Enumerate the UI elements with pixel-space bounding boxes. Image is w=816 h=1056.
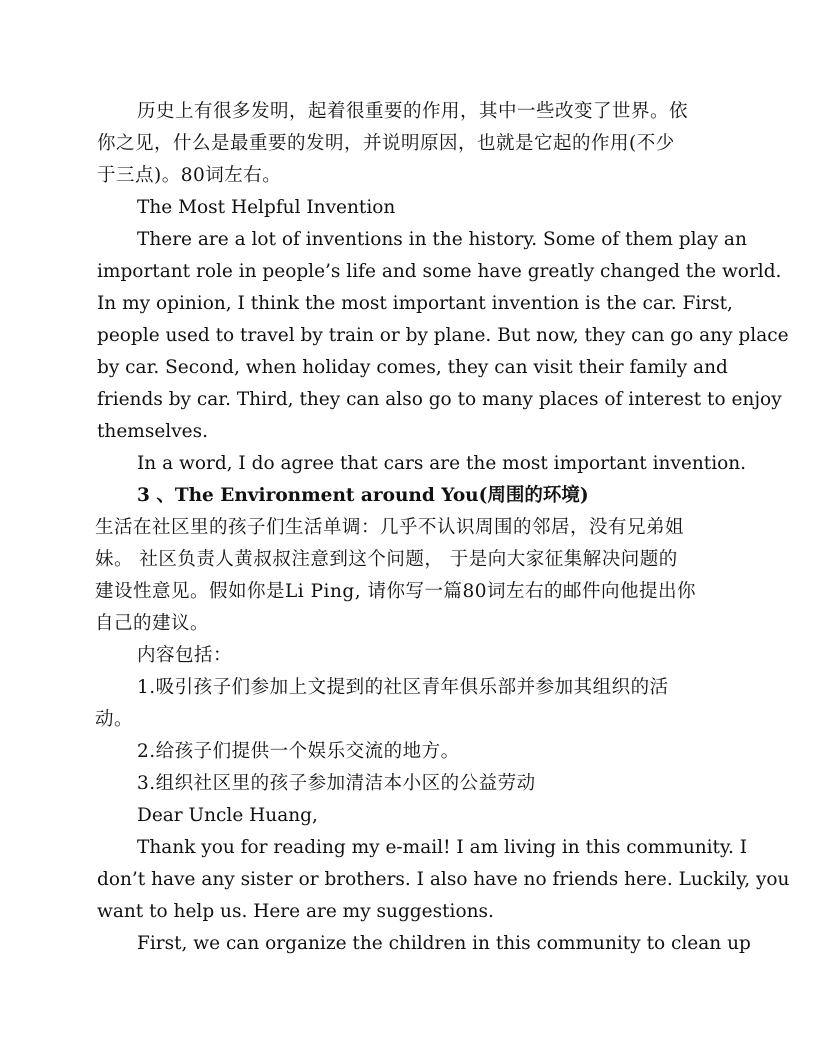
letter-paragraph-line: Thank you for reading my e-mail! I am living in this community. I [137,837,748,858]
requirement-item-1-continued: 动。 [95,709,134,730]
section3-heading: 3 、The Environment around You(周围的环境) [137,485,589,506]
section3-prompt-line: 妹。 社区负责人黄叔叔注意到这个问题， 于是向大家征集解决问题的 [95,549,678,570]
essay1-paragraph-line: themselves. [97,421,208,442]
section3-prompt-line: 生活在社区里的孩子们生活单调：几乎不认识周围的邻居，没有兄弟姐 [95,517,685,538]
letter-paragraph-line: don’t have any sister or brothers. I also have no friends here. Luckily, you [97,869,790,890]
content-label: 内容包括： [137,645,233,666]
essay1-paragraph-line: people used to travel by train or by plane. But now, they can go any place [97,325,789,346]
letter-paragraph-line: want to help us. Here are my suggestions. [97,901,494,922]
prompt1-line: 你之见，什么是最重要的发明，并说明原因，也就是它起的作用(不少 [97,133,675,154]
section3-prompt-line: 建设性意见。假如你是Li Ping, 请你写一篇80词左右的邮件向他提出你 [95,581,697,602]
prompt1-line: 于三点)。80词左右。 [97,165,282,186]
document-page [95,96,790,960]
letter-greeting: Dear Uncle Huang, [137,805,318,826]
requirement-item-2: 2.给孩子们提供一个娱乐交流的地方。 [137,741,460,762]
section3-prompt-line: 自己的建议。 [95,613,210,634]
essay1-paragraph-line: In my opinion, I think the most important invention is the car. First, [97,293,733,314]
requirement-item-1: 1.吸引孩子们参加上文提到的社区青年俱乐部并参加其组织的活 [137,677,669,698]
essay1-conclusion: In a word, I do agree that cars are the most important invention. [137,453,747,474]
prompt1-line: 历史上有很多发明，起着很重要的作用，其中一些改变了世界。依 [137,101,689,122]
letter-paragraph2-line: First, we can organize the children in this community to clean up [137,933,751,954]
essay1-paragraph-line: important role in people’s life and some have greatly changed the world. [97,261,782,282]
essay1-title: The Most Helpful Invention [137,197,396,218]
essay1-paragraph-line: by car. Second, when holiday comes, they can visit their family and [97,357,728,378]
essay1-paragraph-line: There are a lot of inventions in the history. Some of them play an [137,229,747,250]
requirement-item-3: 3.组织社区里的孩子参加清洁本小区的公益劳动 [137,773,536,794]
essay1-paragraph-line: friends by car. Third, they can also go to many places of interest to enjoy [97,389,782,410]
